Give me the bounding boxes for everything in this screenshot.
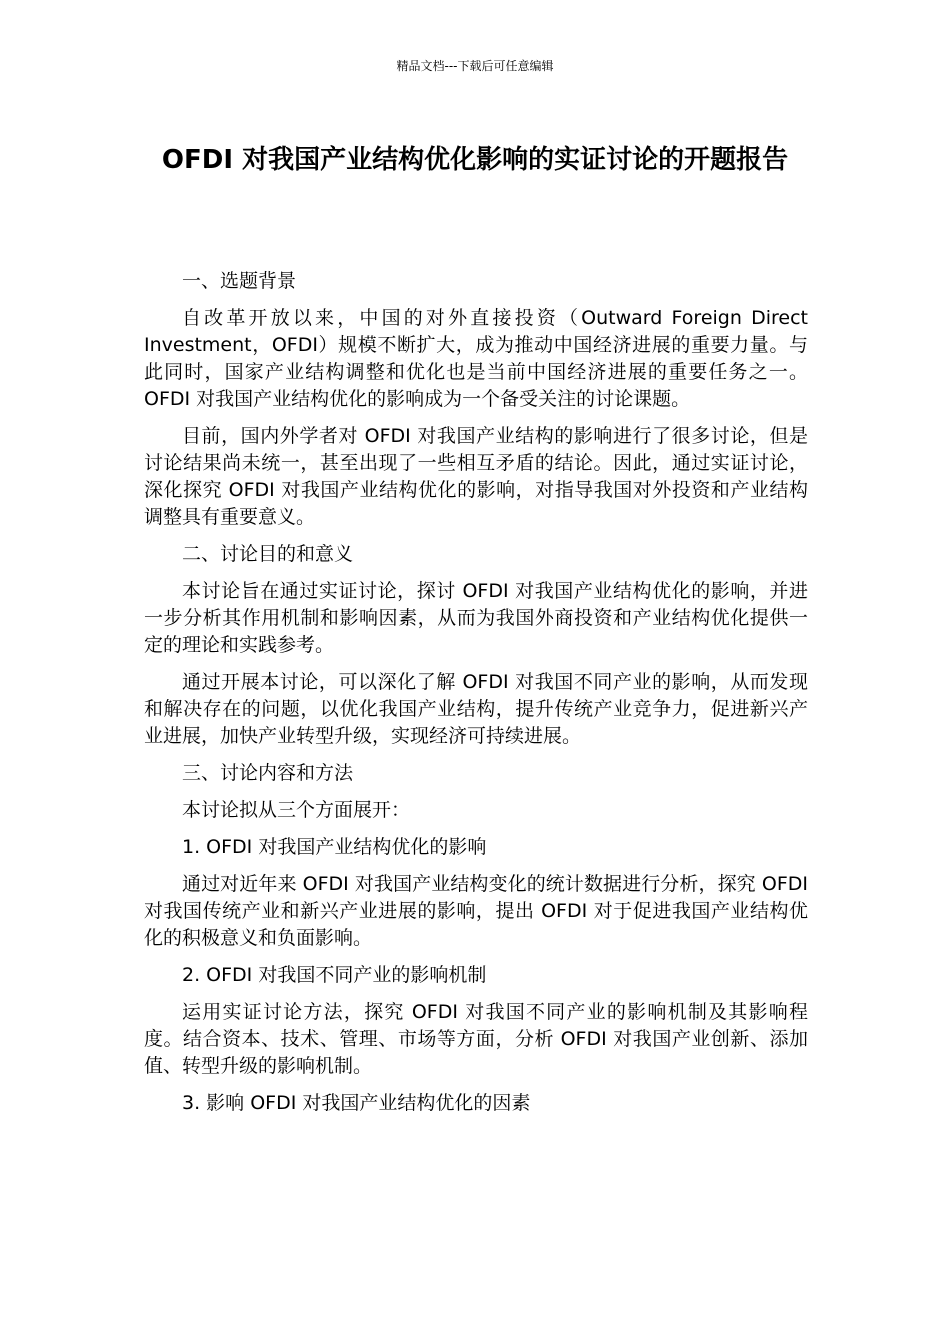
paragraph-background-2: 目前，国内外学者对 OFDI 对我国产业结构的影响进行了很多讨论，但是讨论结果尚未统一，甚至出现了一些相互矛盾的结论。因此，通过实证讨论，深化探究 OFDI 对我国产业结构优化的影响，对指导我国对外投资和产业结构调整具有重要意义。 xyxy=(144,425,808,528)
paragraph-purpose-1: 本讨论旨在通过实证讨论，探讨 OFDI 对我国产业结构优化的影响，并进一步分析其作用机制和影响因素，从而为我国外商投资和产业结构优化提供一定的理论和实践参考。 xyxy=(144,580,808,656)
subheading-2: 2. OFDI 对我国不同产业的影响机制 xyxy=(182,964,487,986)
document-title: OFDI 对我国产业结构优化影响的实证讨论的开题报告 xyxy=(161,145,789,175)
paragraph-background-1: 自改革开放以来，中国的对外直接投资（Outward Foreign Direct Investment，OFDI）规模不断扩大，成为推动中国经济进展的重要力量。与此同时，国家产业结构调整和优化也是当前中国经济进展的重要任务之一。OFDI 对我国产业结构优化的影响成为一个备受关注的讨论课题。 xyxy=(144,307,808,410)
section-heading-content-method: 三、讨论内容和方法 xyxy=(182,762,354,784)
header-note: 精品文档---下载后可任意编辑 xyxy=(396,59,554,73)
paragraph-purpose-2: 通过开展本讨论，可以深化了解 OFDI 对我国不同产业的影响，从而发现和解决存在的问题，以优化我国产业结构，提升传统产业竞争力，促进新兴产业进展，加快产业转型升级，实现经济可持续进展。 xyxy=(144,671,808,747)
paragraph-sub-2: 运用实证讨论方法，探究 OFDI 对我国不同产业的影响机制及其影响程度。结合资本、技术、管理、市场等方面，分析 OFDI 对我国产业创新、添加值、转型升级的影响机制。 xyxy=(144,1001,808,1077)
section-heading-purpose: 二、讨论目的和意义 xyxy=(182,543,354,565)
paragraph-content-intro: 本讨论拟从三个方面展开： xyxy=(182,799,411,821)
subheading-3: 3. 影响 OFDI 对我国产业结构优化的因素 xyxy=(182,1092,531,1114)
document-body xyxy=(144,268,808,1127)
paragraph-sub-1: 通过对近年来 OFDI 对我国产业结构变化的统计数据进行分析，探究 OFDI 对我国传统产业和新兴产业进展的影响，提出 OFDI 对于促进我国产业结构优化的积极意义和负面影响。 xyxy=(144,873,808,949)
section-heading-background: 一、选题背景 xyxy=(182,270,297,292)
subheading-1: 1. OFDI 对我国产业结构优化的影响 xyxy=(182,836,487,858)
